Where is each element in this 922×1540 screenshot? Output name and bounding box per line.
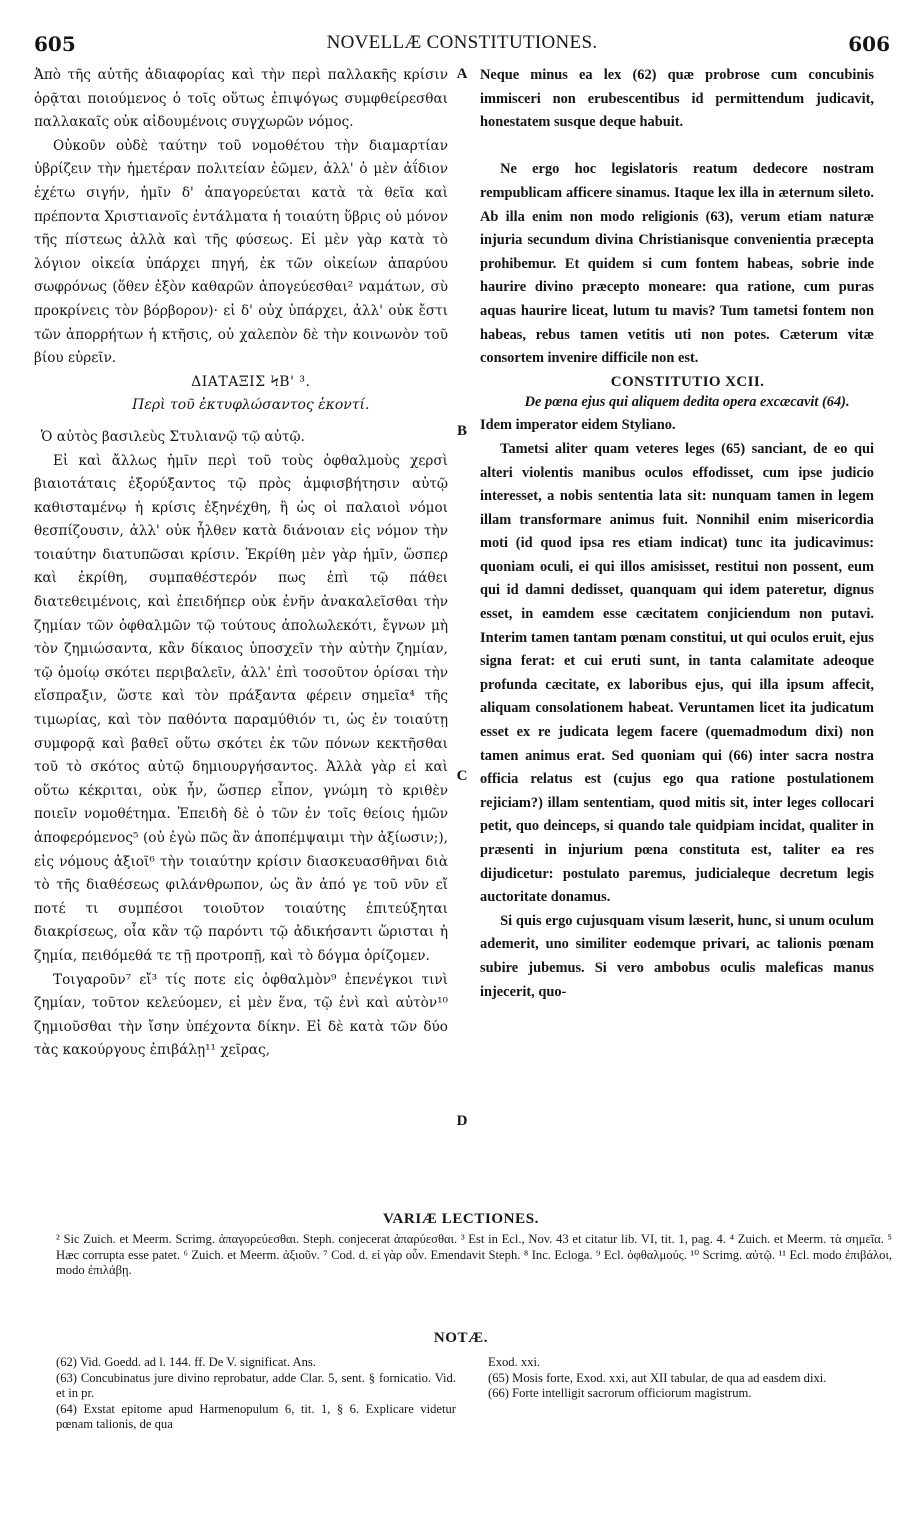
variae-lectiones-title: VARIÆ LECTIONES. xyxy=(382,1211,540,1227)
note-66: (66) Forte intelligit sacrorum officiorum magistrum. xyxy=(488,1386,752,1401)
greek-section-heading: ΔΙΑΤΑΞΙΣ ϞΒ' ³. xyxy=(191,373,311,390)
variae-lectiones-body xyxy=(56,1232,892,1279)
latin-paragraph: Tametsi aliter quam veteres leges (65) sanciant, de eo qui alteri violentis manibus oculos effodisset, cum ipse judicio interesset, a nobis sententia lata sit: nunquam tamen in legem illam transformare animus fuit. Nonnihil enim misericordia moti (id quod ipsa res etiam indicat) tunc ita judicavimus: quoniam oculi, ei qui illos amisisset, restitui non possent, eum qui id damni dedisset, quanquam qui idem pateretur, dignus esset, in eamdem esse cæcitatem conjiciendum non putavi. Interim tamen tantam pœnam constitui, ut qui oculos eruit, ejus signa ferat: et cui eruti sunt, in tanta calamitate adeoque profunda cæcitate, ex laboribus ejus, qui illa ipsum affecit, aliquam consolationem habeat. Veruntamen licet ita judicatum esset ex re judicata legem facere (quemadmodum dixi) non tamen animus erat. Sed quoniam qui (66) inter sacra nostra officia relatus est (cujus ego qua ratione postulationem rejiciam?) illam sententiam, quod mitis sit, inter leges collocari petit, quo deinceps, si quando tale quidpiam incidat, qualiter in præsenti in injurium pœna constituta est, taliter ea res dijudicetur: postulato paremus, judicialeque decretum legis auctoritate donamus. xyxy=(480,440,874,906)
margin-letter-b: B xyxy=(456,423,467,439)
variae-lectiones-text: ² Sic Zuich. et Meerm. Scrimg. ἀπαγορεύεσθαι. Steph. conjecerat ἀπαρύεσθαι. ³ Est in Ecl., Nov. 43 et citatur lib. VI, tit. 1, pag. 4. ⁴ Zuich. et Meerm. τὰ σημεῖα. ⁵ Hæc corrupta esse patet. ⁶ Zuich. et Meerm. ἀξιοῦν. ⁷ Cod. d. εἰ γὰρ οὖν. Emendavit Steph. ⁸ Inc. Ecloga. ⁹ Ecl. ὀφθαλμούς. ¹⁰ Scrimg. αὐτῷ. ¹¹ Ecl. modo ἐπιβάλοι, modo ἐπιλάβῃ. xyxy=(56,1232,892,1278)
notes-right-column xyxy=(488,1355,878,1402)
page-number-left: 605 xyxy=(34,32,76,56)
note-65: (65) Mosis forte, Exod. xxi, aut XII tabular, de qua ad easdem dixi. xyxy=(488,1370,827,1385)
note-64: (64) Exstat epitome apud Harmenopulum 6, tit. 1, § 6. Explicare videtur pœnam talionis, de qua xyxy=(56,1401,456,1432)
latin-column xyxy=(480,64,874,1004)
note-63: (63) Concubinatus jure divino reprobatur, adde Clar. 5, sent. § fornicatio. Vid. et in pr. xyxy=(56,1370,456,1401)
greek-column xyxy=(34,64,448,1063)
latin-address: Idem imperator eidem Styliano. xyxy=(480,417,676,434)
margin-letter-a: A xyxy=(456,66,468,82)
latin-paragraph: Neque minus ea lex (62) quæ probrose cum concubinis immisceri non erubescentibus id permittendum judicavit, honestatem susque deque habuit. xyxy=(480,67,874,131)
note-62: (62) Vid. Goedd. ad l. 144. ff. De V. significat. Ans. xyxy=(56,1355,316,1369)
running-header xyxy=(34,32,890,58)
margin-letter-d: D xyxy=(456,1113,468,1129)
notes-left-column xyxy=(56,1355,456,1433)
greek-paragraph: Τοιγαροῦν⁷ εἴ³ τίς ποτε εἰς ὀφθαλμὸν⁹ ἐπενέγκοι τινὶ ζημίαν, τοῦτον κελεύομεν, εἰ μὲν ἕνα, τῷ ἑνὶ καὶ αὐτὸν¹⁰ ζημιοῦσθαι τὴν ἴσην ὑπέχοντα δίκην. Εἰ δὲ κατὰ τῶν δύο τὰς κακούργους ἐπιβάλῃ¹¹ χεῖρας, xyxy=(34,971,448,1059)
margin-letter-c: C xyxy=(456,768,468,784)
notae-title: NOTÆ. xyxy=(433,1330,489,1346)
greek-paragraph: Οὐκοῦν οὐδὲ ταύτην τοῦ νομοθέτου τὴν διαμαρτίαν ὑβρίζειν τὴν ἡμετέραν πολιτείαν ἐῶμεν, ἀλλ' ὁ μὲν ἀΐδιον ἐχέτω σιγήν, ἡμῖν δ' ἀπαγορεύεται κατὰ τὰ θεῖα καὶ πρέποντα Χριστιανοῖς ἐντάλματα ἡ τοιαύτη ὕβρις οὐ μόνον τῆς πίστεως ἀλλὰ καὶ τῆς φύσεως. Εἰ μὲν γὰρ κατὰ τὸ λόγιον οἰκεία ὑπάρχει πηγή, ἐκ τῶν οἰκείων ἀπαρύου σωφρόνως (ὅθεν ἐξὸν καθαρῶν ἀπογεύεσθαι² ναμάτων, σὺ προκρίνεις τὸν βόρβορον)· εἰ δ' οὐχ ὑπάρχει, ἀλλ' οὐκ ἔστι τῶν ἀπορρήτων ἡ κτῆσις, οὐ χαλεπὸν δὲ τὴν κοινωνὸν τοῦ βίου εὑρεῖν. xyxy=(34,137,448,367)
page-number-right: 606 xyxy=(848,32,890,56)
greek-section-subheading: Περὶ τοῦ ἐκτυφλώσαντος ἑκοντί. xyxy=(132,397,370,414)
greek-paragraph: Εἰ καὶ ἄλλως ἡμῖν περὶ τοῦ τοὺς ὀφθαλμοὺς χερσὶ βιαιοτάταις ἐξορύξαντος τῷ πρὸς ἀμφισβήτησιν αὐτῷ καθισταμένῳ ἡ κρίσις ἐξηνέχθη, ἢ ὡς οἱ παλαιοὶ νόμοι θεσπίζουσιν, ἀλλ' οὐκ ἦλθεν κατὰ διάνοιαν εἰς νόμον τὴν τοιαύτην διατυπῶσαι κρίσιν. Ἐκρίθη μὲν γὰρ ἡμῖν, ὥσπερ καὶ ἐκρίθη, συμπαθέστερόν πως ἐπὶ τῷ πάθει διατεθειμένοις, καὶ ἐπειδήπερ οὐκ ἐνῆν ἀνακαλεῖσθαι τὴν ζημίαν τῶν ὀφθαλμῶν τῷ τούτους ἀπολωλεκότι, ἔγνων μὴ τὸν ζημιώσαντα, κἂν δίκαιος ὑποσχεῖν τὴν αὐτὴν ζημίαν, τῷ ὁμοίῳ σκότει περιβαλεῖν, ἀλλ' ἐπὶ τοσοῦτον ὁρίσαι τὴν εἴσπραξιν, ὥστε καὶ τὸν πράξαντα φέρειν σημεῖα⁴ τῆς τιμωρίας, καὶ τὸν παθόντα παραμύθιόν τι, ὡς ἐν τοιαύτῃ συμφορᾷ καὶ βαθεῖ οὕτω σκότει ἐκ τῶν πόνων κεκτῆσθαι τοῦ τὸ σκότος αὐτῷ δημιουργήσαντος. Ἀλλὰ γὰρ εἰ καὶ οὕτω κέκριται, οὐκ ἦν, ὥσπερ εἶπον, γνώμη τὸ κριθὲν ποιεῖν νομοθέτημα. Ἐπειδὴ δὲ ὁ τῶν ἐν τοῖς θείοις ἡμῶν ἀποφερόμενος⁵ (οὐ ἐγὼ πῶς ἂν ἀποπέμψαιμι τὴν ἀξίωσιν;), εἰς νόμους ἀξιοῖ⁶ τὴν τοιαύτην κρίσιν διασκευασθῆναι διὰ τὸ τῆς διαθέσεως φιλάνθρωπον, ὡς ἂν ἀπό γε τοῦ νῦν εἴ ποτέ τι συμπέσοι τοιοῦτον τοιαύτης ἐπιτεύξηται διακρίσεως, οἷα κἂν τῷ παρόντι τῷ ἀδικήσαντι ὥρισται ἡ ζημία, πειθόμεθά τε τῇ προτροπῇ, καὶ τὸ δόγμα ὁρίζομεν. xyxy=(34,452,448,964)
latin-paragraph: Si quis ergo cujusquam visum læserit, hunc, si unum oculum ademerit, uno similiter eodemque privari, ac talionis pœnam subire jubemus. Si vero ambobus oculis maleficas manus injecerit, quo- xyxy=(480,912,874,1000)
greek-address: Ὁ αὐτὸς βασιλεὺς Στυλιανῷ τῷ αὐτῷ. xyxy=(40,428,305,445)
latin-paragraph: Ne ergo hoc legislatoris reatum dedecore nostram rempublicam afficere sinamus. Itaque lex illa in æternum sileto. Ab illa enim non modo religionis (63), verum etiam naturæ injuria secundum divina Christianisque convenientia præcepta prohibemur. Et quidem si cum fontem habeas, sobrie inde haurire divino præcepto moneare: qua ratione, cum puras aquas haurire liceat, lutum tu mavis? Tum tametsi fontem non habeas, rebus tamen vetitis uti non potes. Cæterum vitæ consortem invenire difficile non est. xyxy=(480,161,874,367)
note-64-continued: Exod. xxi. xyxy=(488,1355,541,1369)
running-title: NOVELLÆ CONSTITUTIONES. xyxy=(326,32,598,53)
latin-section-subheading: De pœna ejus qui aliquem dedita opera excæcavit (64). xyxy=(524,394,850,411)
greek-paragraph: Ἀπὸ τῆς αὐτῆς ἀδιαφορίας καὶ τὴν περὶ παλλακῆς κρίσιν ὁρᾷται ποιούμενος ὁ τοῖς οὕτως ἐπιψόγως συμφθείρεσθαι παλλακαῖς οὐκ αἰδουμένοις συγχωρῶν νόμος. xyxy=(34,67,448,131)
latin-section-heading: CONSTITUTIO XCII. xyxy=(610,373,765,390)
